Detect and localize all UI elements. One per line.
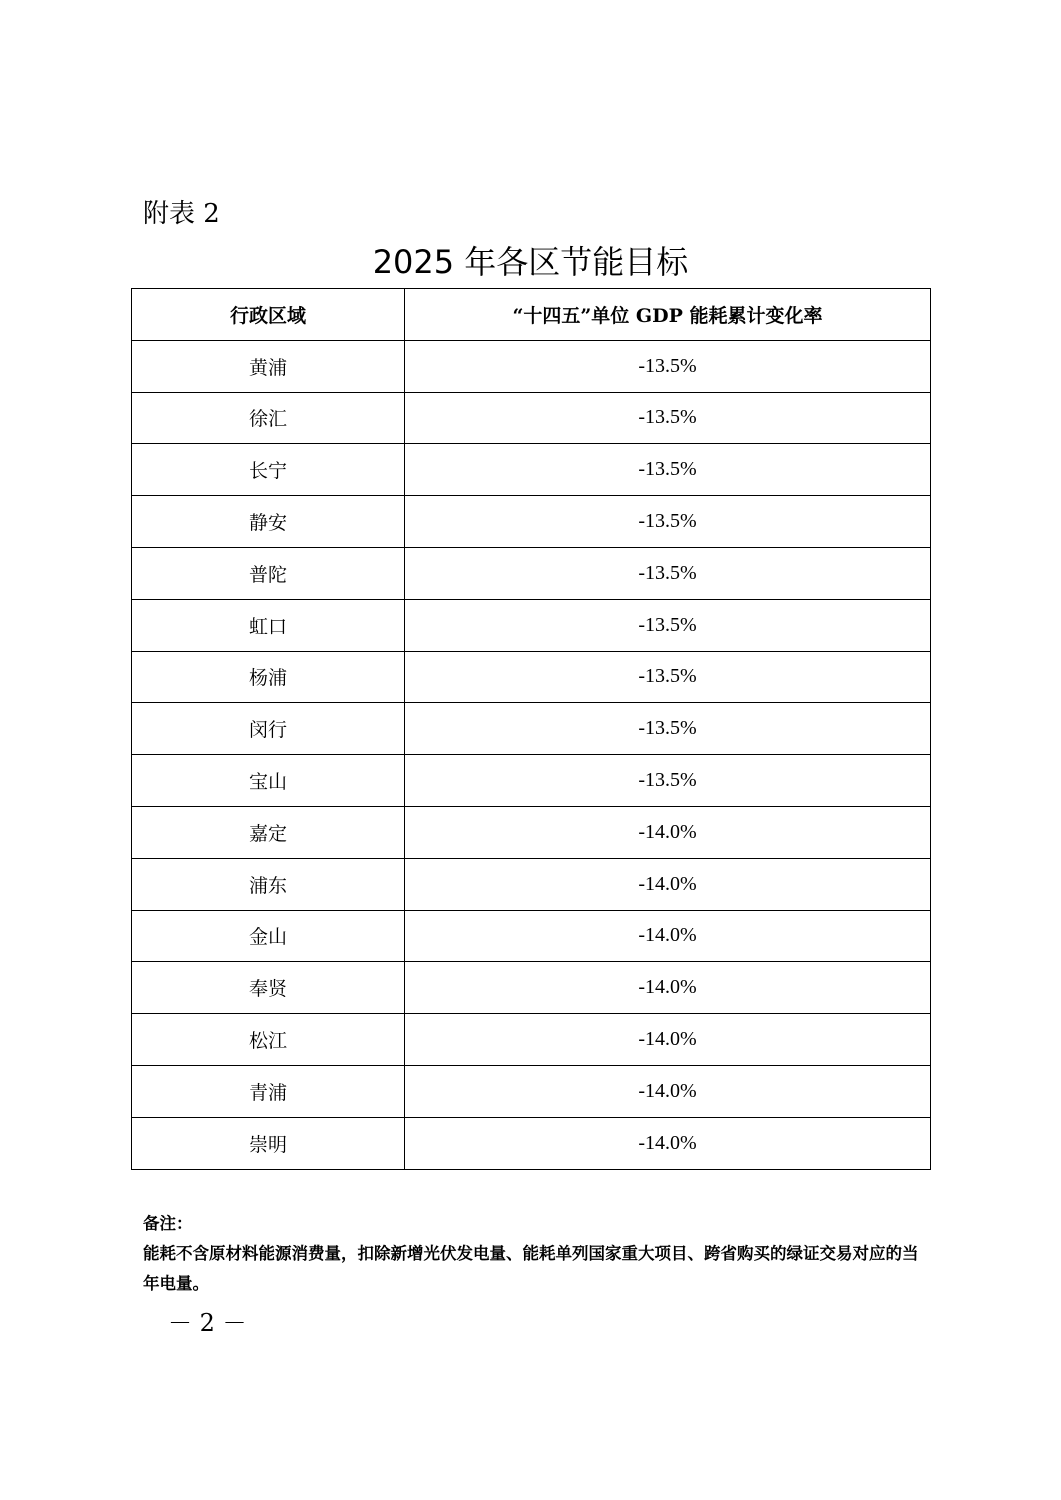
table-row	[132, 755, 931, 807]
table-row	[132, 910, 931, 962]
notes-label: 备注：	[143, 1214, 193, 1233]
rate-cell: -13.5%	[405, 651, 931, 703]
rate-cell: -14.0%	[405, 962, 931, 1014]
table-row	[132, 340, 931, 392]
table-row	[132, 1117, 931, 1169]
table-header-row	[132, 289, 931, 341]
page-number: － 2 －	[168, 1309, 247, 1337]
district-cell: 嘉定	[132, 806, 405, 858]
table-row	[132, 858, 931, 910]
district-cell: 浦东	[132, 858, 405, 910]
table-row	[132, 806, 931, 858]
district-cell: 静安	[132, 496, 405, 548]
district-cell: 松江	[132, 1014, 405, 1066]
district-cell: 宝山	[132, 755, 405, 807]
district-cell: 闵行	[132, 703, 405, 755]
district-cell: 金山	[132, 910, 405, 962]
table-row	[132, 1065, 931, 1117]
table-row	[132, 1014, 931, 1066]
rate-cell: -14.0%	[405, 1014, 931, 1066]
column-header-district: 行政区域	[132, 289, 405, 341]
table-row	[132, 962, 931, 1014]
column-header-rate: “十四五”单位 GDP 能耗累计变化率	[405, 289, 931, 341]
district-cell: 青浦	[132, 1065, 405, 1117]
table-row	[132, 392, 931, 444]
district-cell: 杨浦	[132, 651, 405, 703]
rate-cell: -13.5%	[405, 340, 931, 392]
rate-cell: -14.0%	[405, 858, 931, 910]
table-row	[132, 703, 931, 755]
table-row	[132, 496, 931, 548]
rate-cell: -13.5%	[405, 547, 931, 599]
rate-cell: -14.0%	[405, 1065, 931, 1117]
rate-cell: -13.5%	[405, 755, 931, 807]
table-row	[132, 444, 931, 496]
attachment-label: 附表 2	[143, 199, 220, 229]
rate-cell: -14.0%	[405, 806, 931, 858]
district-cell: 长宁	[132, 444, 405, 496]
district-cell: 普陀	[132, 547, 405, 599]
page-title: 2025 年各区节能目标	[372, 243, 689, 281]
rate-cell: -13.5%	[405, 496, 931, 548]
rate-cell: -13.5%	[405, 392, 931, 444]
table-row	[132, 651, 931, 703]
rate-cell: -13.5%	[405, 444, 931, 496]
rate-cell: -13.5%	[405, 599, 931, 651]
rate-cell: -14.0%	[405, 1117, 931, 1169]
rate-cell: -13.5%	[405, 703, 931, 755]
notes-text: 能耗不含原材料能源消费量，扣除新增光伏发电量、能耗单列国家重大项目、跨省购买的绿证交易对应的当年电量。	[143, 1244, 919, 1293]
energy-target-table	[131, 288, 931, 1170]
table-row	[132, 599, 931, 651]
district-cell: 崇明	[132, 1117, 405, 1169]
table-row	[132, 547, 931, 599]
rate-cell: -14.0%	[405, 910, 931, 962]
notes-section	[143, 1209, 933, 1299]
district-cell: 徐汇	[132, 392, 405, 444]
district-cell: 黄浦	[132, 340, 405, 392]
district-cell: 奉贤	[132, 962, 405, 1014]
district-cell: 虹口	[132, 599, 405, 651]
